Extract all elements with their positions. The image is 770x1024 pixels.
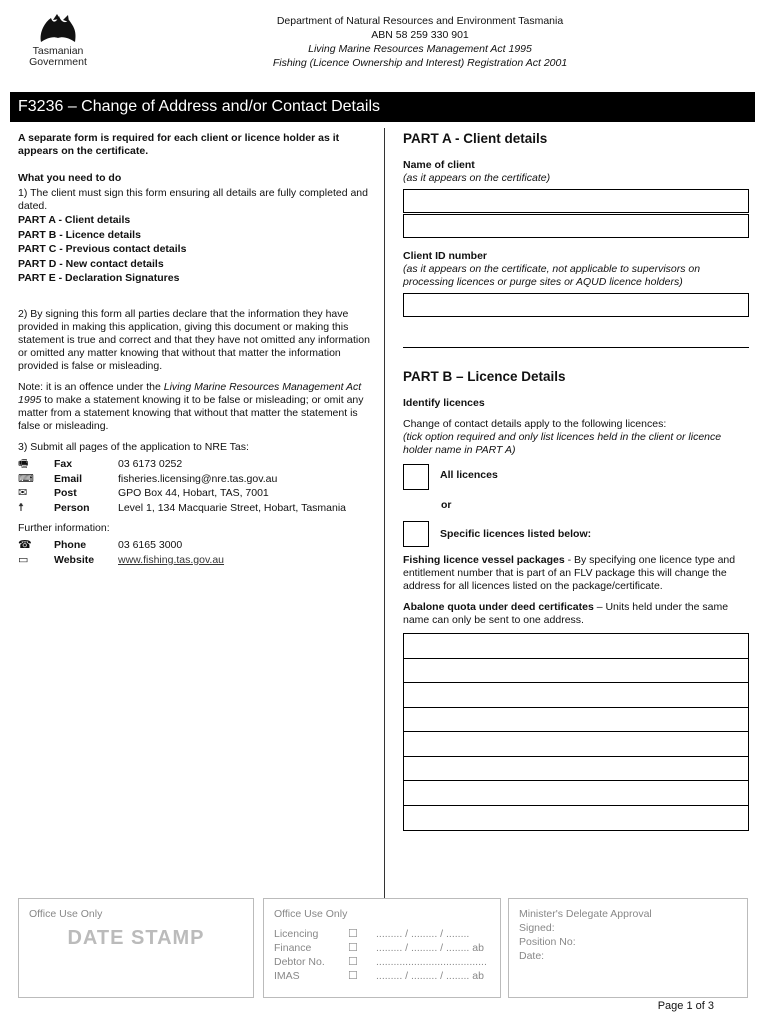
- office-row-debtor: [274, 955, 490, 969]
- note-act: Living Marine Resources Management Act 1995: [18, 380, 362, 406]
- office-row-value: ......................................: [376, 956, 487, 968]
- change-details-text: Change of contact details apply to the following licences:: [403, 418, 667, 430]
- act-2: Fishing (Licence Ownership and Interest) Registration Act 2001: [272, 57, 568, 69]
- abalone-text: – Units held under the same name can only be sent to one address.: [403, 601, 729, 626]
- contact-value[interactable]: fisheries.licensing@nre.tas.gov.au: [118, 472, 278, 485]
- tasmanian-government-logo: [18, 12, 98, 68]
- contact-fax: [18, 458, 378, 473]
- checkbox-icon[interactable]: ☐: [348, 970, 358, 982]
- office-row-imas: [274, 969, 490, 983]
- office-row-licencing: [274, 927, 490, 941]
- client-id-label: Client ID number: [403, 250, 488, 262]
- office-row-label: Debtor No.: [274, 956, 325, 968]
- parts-list: [18, 213, 378, 286]
- form-title: F3236 – Change of Address and/or Contact Details: [10, 92, 755, 122]
- contact-label: Phone: [54, 539, 87, 552]
- licence-row[interactable]: [404, 683, 748, 708]
- contact-label: Person: [54, 501, 90, 514]
- office-use-processing-box: [263, 898, 501, 998]
- part-item: PART B - Licence details: [18, 228, 141, 241]
- licence-row[interactable]: [404, 708, 748, 733]
- step-2: 2) By signing this form all parties declare that the information they have provided in making this application, giving this document or making this statement is true and correct and that they have not omitted any information or omitted any matter knowing that without that matter the information provided is false or misleading.: [18, 307, 370, 372]
- person-icon: ☨: [18, 501, 24, 514]
- specific-licences-checkbox[interactable]: [403, 521, 429, 547]
- checkbox-icon[interactable]: ☐: [348, 956, 358, 968]
- section-divider: [403, 347, 749, 348]
- post-icon: ✉: [18, 487, 28, 500]
- email-icon: ⌨: [18, 472, 34, 485]
- identify-licences-label: Identify licences: [403, 397, 485, 409]
- position-label: Position No:: [519, 936, 576, 948]
- document-header: [200, 14, 640, 70]
- delegate-approval-title: Minister's Delegate Approval: [519, 908, 652, 920]
- note-post: to make a statement knowing it to be false or misleading; or omit any matter from a statement knowing that without that matter the statement is false or misleading.: [18, 393, 364, 432]
- or-label: or: [441, 499, 452, 511]
- specific-licences-option[interactable]: [403, 520, 749, 548]
- licence-row[interactable]: [404, 757, 748, 782]
- contact-value: GPO Box 44, Hobart, TAS, 7001: [118, 487, 269, 500]
- licence-row[interactable]: [404, 634, 748, 659]
- note-pre: Note: it is an offence under the: [18, 380, 164, 393]
- abalone-bold: Abalone quota under deed certificates: [403, 601, 594, 613]
- all-licences-label: All licences: [440, 468, 498, 481]
- checkbox-icon[interactable]: ☐: [348, 942, 358, 954]
- contact-label: Email: [54, 472, 83, 485]
- department-name: Department of Natural Resources and Environment Tasmania: [276, 15, 564, 27]
- client-id-hint: (as it appears on the certificate, not applicable to supervisors on processing licences or purge sites or AQUD licence holders): [403, 263, 701, 288]
- date-stamp-label: DATE STAMP: [67, 927, 205, 949]
- contact-value: 03 6165 3000: [118, 539, 183, 552]
- part-item: PART C - Previous contact details: [18, 243, 187, 255]
- checkbox-icon[interactable]: ☐: [348, 928, 358, 940]
- office-row-value: ......... / ......... / ........ ab: [376, 942, 484, 954]
- contact-value: Level 1, 134 Macquarie Street, Hobart, Tasmania: [118, 501, 347, 514]
- office-row-value: ......... / ......... / ........ ab: [376, 970, 484, 982]
- ministers-delegate-box: [508, 898, 748, 998]
- part-item: PART A - Client details: [18, 214, 131, 226]
- computer-icon: ▭: [18, 553, 29, 566]
- contact-value: 03 6173 0252: [118, 458, 183, 471]
- website-link[interactable]: www.fishing.tas.gov.au: [118, 553, 225, 566]
- licence-row[interactable]: [404, 659, 748, 684]
- licence-row[interactable]: [404, 806, 748, 831]
- date-label: Date:: [519, 950, 545, 962]
- part-item: PART E - Declaration Signatures: [18, 272, 180, 284]
- office-use-title: Office Use Only: [274, 908, 348, 920]
- instructions-column: [18, 132, 378, 568]
- column-divider: [384, 128, 385, 898]
- form-column: [403, 132, 749, 831]
- office-use-title: Office Use Only: [29, 908, 103, 920]
- part-a-heading: PART A - Client details: [403, 131, 548, 146]
- contact-label: Post: [54, 487, 77, 500]
- licence-row[interactable]: [404, 781, 748, 806]
- signed-label: Signed:: [519, 922, 555, 934]
- office-row-value: ......... / ......... / ........: [376, 928, 470, 940]
- office-row-label: Finance: [274, 942, 312, 954]
- all-licences-checkbox[interactable]: [403, 464, 429, 490]
- part-item: PART D - New contact details: [18, 257, 164, 270]
- org-name-line1: Tasmanian: [32, 45, 84, 57]
- all-licences-option[interactable]: [403, 463, 749, 491]
- page-number: Page 1 of 3: [657, 1000, 714, 1012]
- office-use-date-stamp-box: [18, 898, 254, 998]
- office-row-label: IMAS: [274, 970, 300, 982]
- what-you-need-heading: What you need to do: [18, 172, 122, 184]
- abn: ABN 58 259 330 901: [371, 29, 469, 41]
- act-1: Living Marine Resources Management Act 1995: [308, 43, 532, 55]
- part-b-heading: PART B – Licence Details: [403, 369, 566, 384]
- contact-label: Website: [54, 553, 95, 566]
- contact-label: Fax: [54, 458, 73, 471]
- contact-phone: [18, 539, 378, 554]
- tick-hint: (tick option required and only list licences held in the client or licence holder name in PART A): [403, 431, 722, 456]
- contact-person: [18, 501, 378, 516]
- licence-row[interactable]: [404, 732, 748, 757]
- client-name-field-2[interactable]: [403, 214, 749, 238]
- step-1: 1) The client must sign this form ensuring all details are fully completed and dated.: [18, 187, 368, 212]
- phone-icon: ☎: [18, 539, 32, 552]
- client-name-hint: (as it appears on the certificate): [403, 172, 551, 184]
- client-name-label: Name of client: [403, 159, 475, 171]
- offence-note: [18, 381, 378, 433]
- further-information: Further information:: [18, 521, 110, 534]
- flv-bold: Fishing licence vessel packages: [403, 554, 565, 566]
- fax-icon: 🖷: [18, 458, 29, 471]
- contact-post: [18, 487, 378, 502]
- flv-note: [403, 554, 749, 593]
- specific-licences-label: Specific licences listed below:: [440, 527, 592, 540]
- contact-website: [18, 553, 378, 568]
- flv-text: - By specifying one licence type and entitlement number that is part of an FLV package this will change the address for all licences listed on the package/certificate.: [403, 554, 736, 592]
- intro-text: A separate form is required for each client or licence holder as it appears on the certificate.: [18, 132, 340, 157]
- client-name-field-1[interactable]: [403, 189, 749, 213]
- tasmanian-devil-emblem-icon: [35, 12, 81, 46]
- org-name-line2: Government: [29, 56, 87, 68]
- step-3: 3) Submit all pages of the application to NRE Tas:: [18, 440, 249, 453]
- contact-email: [18, 472, 378, 487]
- abalone-note: [403, 601, 749, 627]
- client-id-field[interactable]: [403, 293, 749, 317]
- licence-list-table: [403, 633, 749, 831]
- office-row-finance: [274, 941, 490, 955]
- office-row-label: Licencing: [274, 928, 319, 940]
